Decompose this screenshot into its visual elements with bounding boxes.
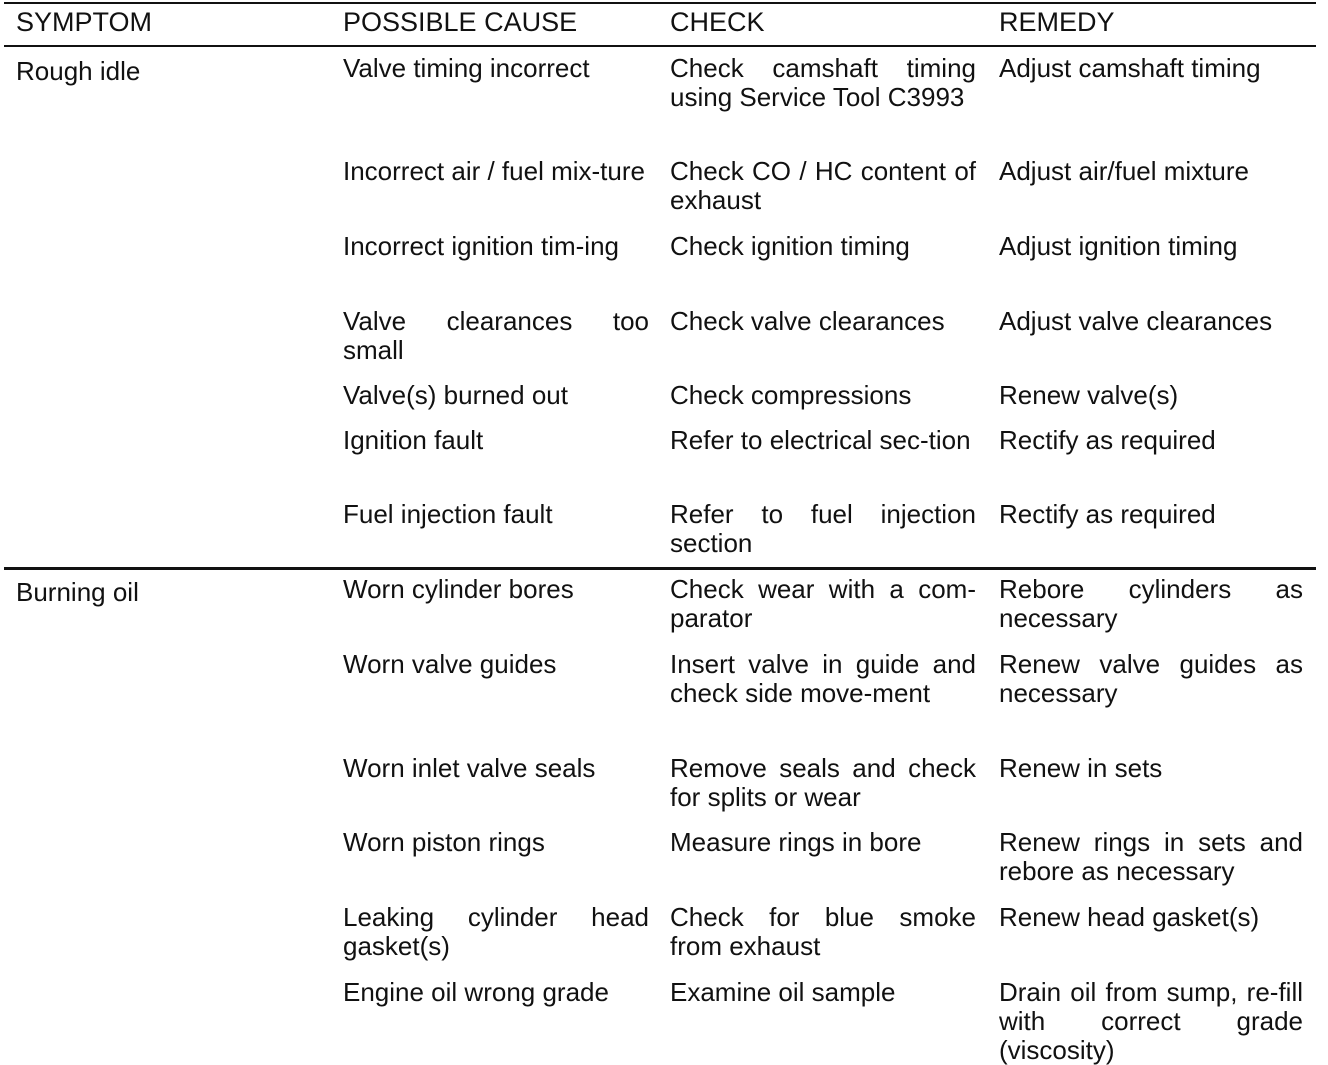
cause-cell: Ignition fault <box>343 425 484 455</box>
check-cell: Measure rings in bore <box>670 827 922 857</box>
cause-cell: Valve timing incorrect <box>343 53 590 83</box>
cause-cell: Valve clearances too small <box>343 306 649 365</box>
cause-cell: Worn cylinder bores <box>343 574 574 604</box>
remedy-cell: Adjust ignition timing <box>999 231 1238 261</box>
cause-cell: Worn valve guides <box>343 649 557 679</box>
remedy-cell: Adjust air/fuel mixture <box>999 156 1249 186</box>
cause-cell: Worn piston rings <box>343 827 545 857</box>
symptom-burning-oil: Burning oil <box>16 577 139 607</box>
group-rule <box>4 567 1316 570</box>
remedy-cell: Rectify as required <box>999 499 1216 529</box>
header-check: CHECK <box>670 7 765 37</box>
check-cell: Examine oil sample <box>670 977 896 1007</box>
header-possible-cause: POSSIBLE CAUSE <box>343 7 578 37</box>
check-cell: Refer to electrical sec-tion <box>670 425 971 455</box>
cause-cell: Worn inlet valve seals <box>343 753 596 783</box>
remedy-cell: Renew rings in sets and rebore as necessary <box>999 827 1303 886</box>
check-cell: Remove seals and check for splits or wear <box>670 753 976 812</box>
check-cell: Check compressions <box>670 380 912 410</box>
check-cell: Check valve clearances <box>670 306 945 336</box>
header-symptom: SYMPTOM <box>16 7 153 37</box>
check-cell: Check CO / HC content of exhaust <box>670 156 976 215</box>
top-rule <box>4 2 1316 4</box>
check-cell: Check ignition timing <box>670 231 910 261</box>
cause-cell: Engine oil wrong grade <box>343 977 609 1007</box>
check-cell: Check for blue smoke from exhaust <box>670 902 976 961</box>
cause-cell: Incorrect ignition tim-ing <box>343 231 619 261</box>
cause-cell: Leaking cylinder head gasket(s) <box>343 902 649 961</box>
remedy-cell: Adjust valve clearances <box>999 306 1273 336</box>
header-remedy: REMEDY <box>999 7 1115 37</box>
remedy-cell: Renew head gasket(s) <box>999 902 1260 932</box>
symptom-rough-idle: Rough idle <box>16 56 141 86</box>
cause-cell: Valve(s) burned out <box>343 380 568 410</box>
cause-cell: Incorrect air / fuel mix-ture <box>343 156 645 186</box>
check-cell: Refer to fuel injection section <box>670 499 976 558</box>
remedy-cell: Renew valve(s) <box>999 380 1179 410</box>
remedy-cell: Rectify as required <box>999 425 1216 455</box>
remedy-cell: Renew valve guides as necessary <box>999 649 1303 708</box>
check-cell: Insert valve in guide and check side move-ment <box>670 649 976 708</box>
header-rule <box>4 45 1316 47</box>
remedy-cell: Adjust camshaft timing <box>999 53 1261 83</box>
remedy-cell: Drain oil from sump, re-fill with correct grade (viscosity) <box>999 977 1303 1065</box>
check-cell: Check camshaft timing using Service Tool C3993 <box>670 53 976 112</box>
cause-cell: Fuel injection fault <box>343 499 553 529</box>
check-cell: Check wear with a com-parator <box>670 574 976 633</box>
remedy-cell: Renew in sets <box>999 753 1163 783</box>
remedy-cell: Rebore cylinders as necessary <box>999 574 1303 633</box>
